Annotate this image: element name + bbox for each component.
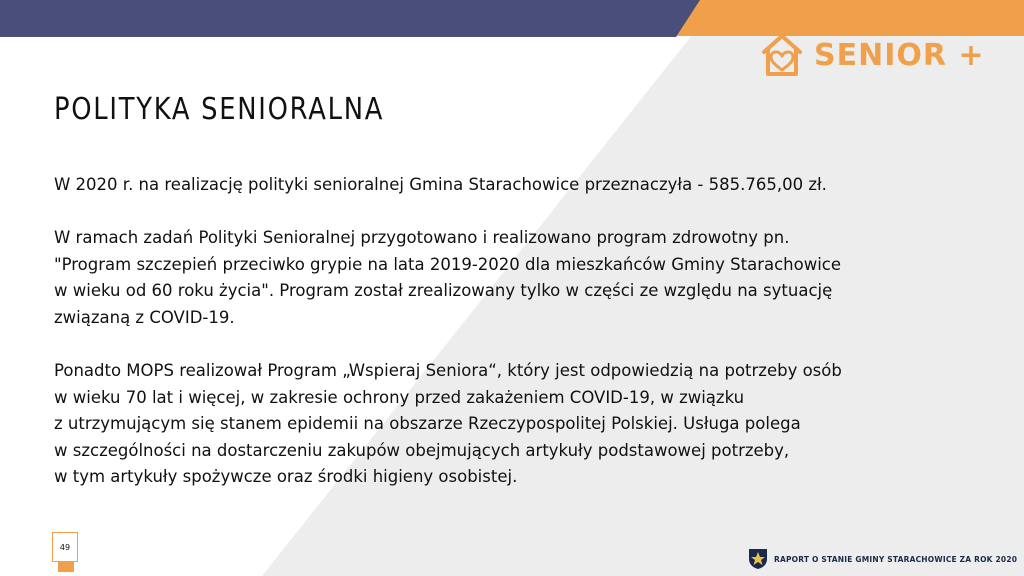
paragraph-line: w wieku 70 lat i więcej, w zakresie ochrony przed zakażeniem COVID-19, w związku	[54, 387, 745, 407]
paragraph-wspieraj-seniora	[54, 358, 842, 491]
paragraph-line: W 2020 r. na realizację polityki senioralnej Gmina Starachowice przeznaczyła - 585.765,00 zł.	[54, 175, 827, 194]
paragraph-vaccination-program	[54, 225, 841, 331]
paragraph-line: w szczególności na dostarczeniu zakupów obejmujących artykuły podstawowej potrzeby,	[54, 440, 790, 460]
paragraph-line: z utrzymującym się stanem epidemii na obszarze Rzeczypospolitej Polskiej. Usługa polega	[54, 414, 801, 433]
footer	[748, 548, 1017, 570]
paragraph-line: związaną z COVID-19.	[54, 307, 235, 327]
house-heart-icon	[760, 32, 804, 78]
paragraph-line: w wieku od 60 roku życia". Program został zrealizowany tylko w części ze względu na sytuację	[54, 281, 833, 300]
paragraph-line: w tym artykuły spożywcze oraz środki higieny osobistej.	[54, 467, 518, 486]
page-number: 49	[52, 532, 78, 562]
paragraph-line: Ponadto MOPS realizował Program „Wspieraj Seniora“, który jest odpowiedzią na potrzeby osób	[54, 361, 842, 380]
starachowice-coat-of-arms-icon	[748, 548, 768, 570]
paragraph-budget	[54, 172, 827, 199]
page-title: POLITYKA SENIORALNA	[54, 92, 385, 127]
footer-report-title: RAPORT O STANIE GMINY STARACHOWICE ZA ROK 2020	[774, 554, 1018, 564]
logo-text: SENIOR +	[814, 37, 985, 73]
paragraph-line: W ramach zadań Polityki Senioralnej przygotowano i realizowano program zdrowotny pn.	[54, 228, 790, 247]
paragraph-line: "Program szczepień przeciwko grypie na lata 2019-2020 dla mieszkańców Gminy Starachowice	[54, 254, 842, 274]
senior-plus-logo	[760, 30, 1010, 80]
navy-top-band	[0, 0, 700, 37]
